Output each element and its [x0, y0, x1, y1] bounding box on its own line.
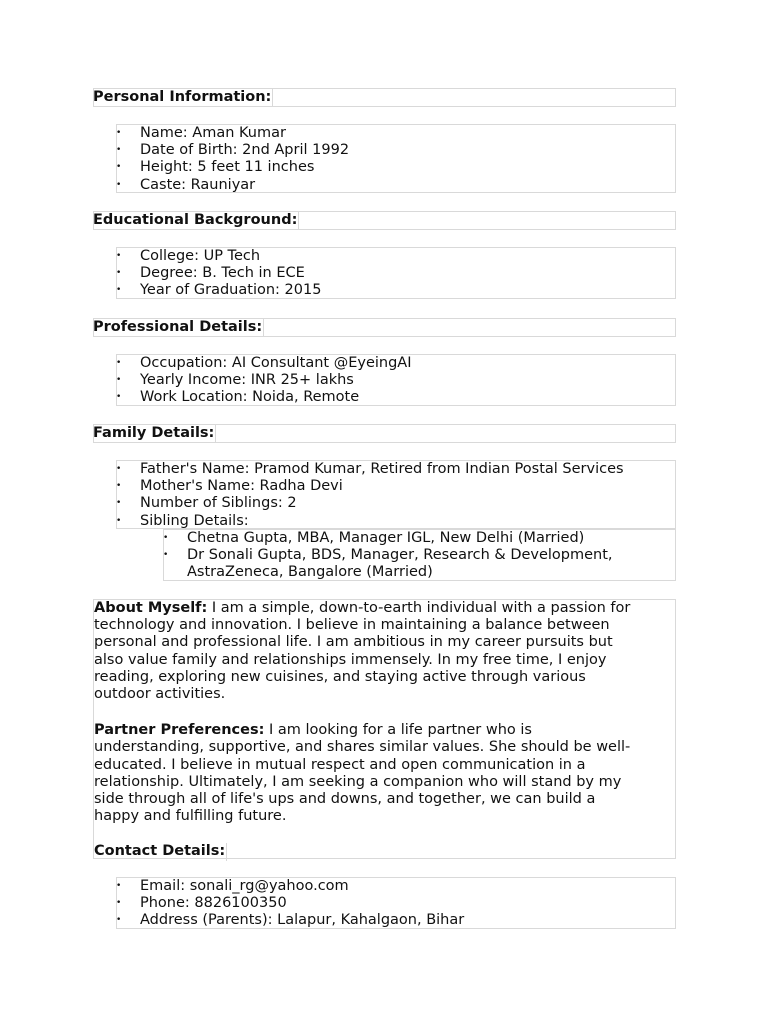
professional-list [116, 354, 676, 406]
partner-line: understanding, supportive, and shares similar values. She should be well- [94, 739, 631, 756]
list-item [117, 912, 675, 929]
list-item [117, 125, 675, 142]
list-item [117, 248, 675, 265]
about-label: About Myself: [94, 600, 208, 616]
sibling-2: Dr Sonali Gupta, BDS, Manager, Research & Development, [187, 547, 613, 564]
bullet-icon: • [116, 881, 122, 891]
bullet-icon: • [116, 515, 122, 526]
sibling-1: Chetna Gupta, MBA, Manager IGL, New Delhi (Married) [187, 530, 585, 546]
bullet-icon: • [116, 179, 122, 190]
list-item [117, 495, 675, 512]
about-line: personal and professional life. I am ambitious in my career pursuits but [94, 634, 613, 651]
sibling-list [163, 529, 676, 581]
bullet-icon: • [116, 915, 122, 926]
professional-location: Work Location: Noida, Remote [140, 389, 360, 406]
bullet-icon: • [116, 392, 122, 403]
list-item [117, 142, 675, 159]
bullet-icon: • [116, 464, 122, 474]
personal-height: Height: 5 feet 11 inches [140, 159, 315, 176]
personal-name: Name: Aman Kumar [140, 125, 286, 141]
list-item [117, 372, 675, 389]
bullet-icon: • [116, 375, 122, 386]
partner-line: relationship. Ultimately, I am seeking a companion who will stand by my [94, 773, 622, 790]
personal-caste: Caste: Rauniyar [140, 176, 256, 193]
list-item [117, 177, 675, 194]
bullet-icon: • [116, 145, 122, 156]
bullet-icon: • [163, 550, 169, 561]
list-item [164, 530, 675, 547]
family-heading-row [93, 424, 676, 443]
personal-heading-row [93, 88, 676, 107]
list-item [117, 282, 675, 299]
education-degree: Degree: B. Tech in ECE [140, 265, 305, 282]
personal-heading: Personal Information: [93, 89, 272, 105]
list-item [117, 478, 675, 495]
education-year: Year of Graduation: 2015 [140, 282, 322, 299]
list-item [117, 461, 675, 478]
bullet-icon: • [116, 128, 122, 138]
bullet-icon: • [116, 162, 122, 173]
partner-line: happy and fulfilling future. [94, 808, 287, 825]
list-item [117, 355, 675, 372]
bullet-icon: • [116, 268, 122, 279]
contact-list [116, 877, 676, 929]
family-siblings-count: Number of Siblings: 2 [140, 495, 297, 512]
personal-list [116, 124, 676, 193]
bullet-icon: • [116, 481, 122, 492]
about-partner-block [93, 599, 676, 859]
list-item [164, 547, 675, 564]
list-item [117, 878, 675, 895]
personal-dob: Date of Birth: 2nd April 1992 [140, 142, 350, 159]
about-line: technology and innovation. I believe in maintaining a balance between [94, 617, 610, 634]
bullet-icon: • [116, 251, 122, 261]
family-sibling-details: Sibling Details: [140, 512, 249, 529]
about-line: also value family and relationships immensely. In my free time, I enjoy [94, 651, 607, 668]
bullet-icon: • [116, 358, 122, 368]
bullet-icon: • [116, 498, 122, 509]
partner-label: Partner Preferences: [94, 722, 265, 739]
list-item [117, 265, 675, 282]
partner-paragraph [94, 722, 673, 825]
family-father: Father's Name: Pramod Kumar, Retired from Indian Postal Services [140, 461, 624, 477]
professional-occupation: Occupation: AI Consultant @EyeingAI [140, 355, 412, 371]
partner-line: side through all of life's ups and downs, and together, we can build a [94, 791, 596, 808]
education-heading: Educational Background: [93, 212, 298, 228]
list-item [117, 513, 675, 530]
about-line: reading, exploring new cuisines, and staying active through various [94, 668, 586, 685]
list-item [117, 159, 675, 176]
family-heading: Family Details: [93, 425, 215, 441]
partner-text-first: I am looking for a life partner who is [264, 722, 532, 739]
professional-income: Yearly Income: INR 25+ lakhs [140, 372, 354, 389]
family-list [116, 460, 676, 529]
bullet-icon: • [116, 285, 122, 296]
list-item [117, 895, 675, 912]
bullet-icon: • [163, 533, 169, 543]
about-line: outdoor activities. [94, 686, 226, 703]
contact-address: Address (Parents): Lalapur, Kahalgaon, Bihar [140, 912, 465, 929]
contact-heading-row [94, 843, 673, 860]
contact-phone: Phone: 8826100350 [140, 895, 287, 912]
about-paragraph [94, 600, 673, 703]
education-heading-row [93, 211, 676, 230]
list-item [164, 564, 675, 581]
professional-heading-row [93, 318, 676, 337]
partner-line: educated. I believe in mutual respect and open communication in a [94, 756, 586, 773]
sibling-2-continued: AstraZeneca, Bangalore (Married) [187, 564, 433, 581]
professional-heading: Professional Details: [93, 319, 263, 335]
contact-heading: Contact Details: [94, 843, 226, 860]
contact-email: Email: sonali_rg@yahoo.com [140, 878, 349, 894]
about-text-first: I am a simple, down-to-earth individual with a passion for [207, 600, 631, 616]
education-list [116, 247, 676, 299]
list-item [117, 389, 675, 406]
bullet-icon: • [116, 898, 122, 909]
education-college: College: UP Tech [140, 248, 261, 264]
family-mother: Mother's Name: Radha Devi [140, 478, 343, 495]
